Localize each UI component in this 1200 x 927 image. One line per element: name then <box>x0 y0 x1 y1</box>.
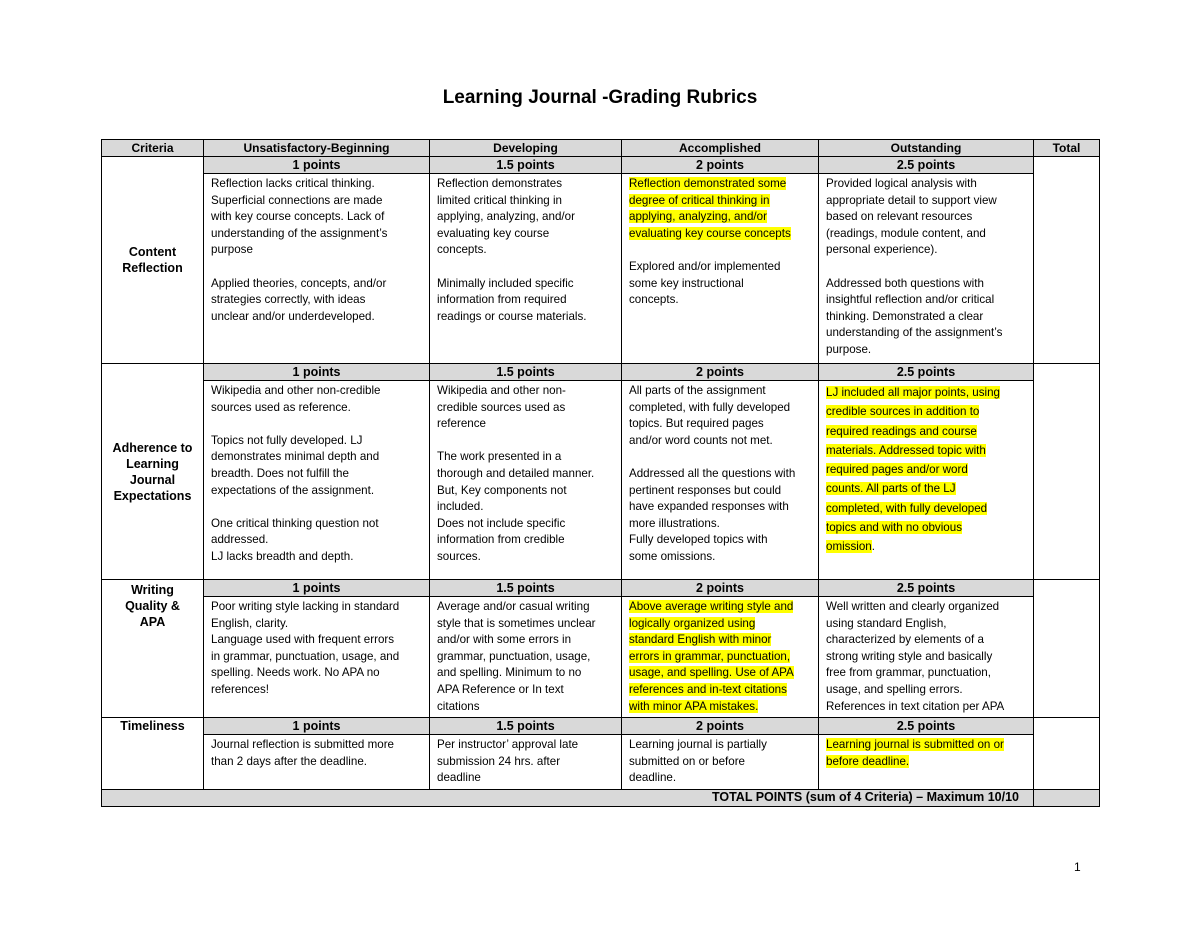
writing-quality-points-row <box>102 580 1100 597</box>
description-cell <box>819 597 1034 718</box>
description-cell <box>819 381 1034 580</box>
header-criteria: Criteria <box>102 140 204 157</box>
page-number: 1 <box>1074 860 1081 874</box>
description-text: Learning journal is partially submitted on or before deadline. <box>629 738 767 785</box>
points-label: 1 points <box>204 364 430 381</box>
points-label: 1 points <box>204 718 430 735</box>
content-reflection-points-row <box>102 157 1100 174</box>
description-cell <box>430 735 622 790</box>
description-cell <box>204 381 430 580</box>
points-label: 2.5 points <box>819 580 1034 597</box>
description-text: Wikipedia and other non- credible sources used as reference The work presented in a thorough and detailed manner. But, Key components not included. Does not include specific information from credible sources. <box>437 384 595 563</box>
content-reflection-total-cell <box>1034 157 1100 364</box>
total-points-row <box>102 789 1100 806</box>
description-cell <box>622 174 819 364</box>
description-cell <box>622 381 819 580</box>
document-title: Learning Journal -Grading Rubrics <box>442 87 758 108</box>
description-text: Journal reflection is submitted more than 2 days after the deadline. <box>211 738 395 768</box>
points-label: 1.5 points <box>430 157 622 174</box>
description-cell <box>430 381 622 580</box>
points-label: 2.5 points <box>819 364 1034 381</box>
writing-quality-description-row <box>102 597 1100 718</box>
description-text: Poor writing style lacking in standard English, clarity. Language used with frequent errors in grammar, punctuation, usage, and spelling. Needs work. No APA no references! <box>211 600 400 696</box>
points-label: 2.5 points <box>819 718 1034 735</box>
adherence-description-row <box>102 381 1100 580</box>
header-accomplished: Accomplished <box>622 140 819 157</box>
header-total: Total <box>1034 140 1100 157</box>
writing-quality-total-cell <box>1034 580 1100 718</box>
points-label: 1 points <box>204 580 430 597</box>
points-label: 2 points <box>622 364 819 381</box>
description-text: Wikipedia and other non-credible sources used as reference. Topics not fully developed. LJ demonstrates minimal depth and breadth. Does not fulfill the expectations of the assignment. One critical thinking question not addressed. LJ lacks breadth and depth. <box>211 384 381 563</box>
header-developing: Developing <box>430 140 622 157</box>
content-reflection-criteria-label: Content Reflection <box>102 157 204 364</box>
description-cell <box>430 174 622 364</box>
grading-rubric-table <box>101 139 1100 807</box>
highlighted-text: Reflection demonstrated some degree of critical thinking in applying, analyzing, and/or evaluating key course concepts <box>629 177 791 240</box>
description-text: Reflection demonstrates limited critical thinking in applying, analyzing, and/or evaluating key course concepts. Minimally included specific information from required readings or course materials. <box>437 177 587 323</box>
timeliness-total-cell <box>1034 718 1100 790</box>
timeliness-criteria-label: Timeliness <box>102 718 204 790</box>
description-cell <box>204 174 430 364</box>
description-cell <box>204 735 430 790</box>
points-label: 2 points <box>622 580 819 597</box>
highlighted-text: LJ included all major points, using credible sources in addition to required readings and course materials. Addressed topic with required pages and/or word counts. All parts of the LJ completed, with fully developed topics and with no obvious omission <box>826 386 1001 554</box>
description-cell <box>622 735 819 790</box>
total-points-label: TOTAL POINTS (sum of 4 Criteria) – Maximum 10/10 <box>102 789 1034 806</box>
description-cell <box>430 597 622 718</box>
timeliness-description-row <box>102 735 1100 790</box>
timeliness-points-row <box>102 718 1100 735</box>
points-label: 1.5 points <box>430 580 622 597</box>
points-label: 2 points <box>622 157 819 174</box>
adherence-points-row <box>102 364 1100 381</box>
points-label: 1 points <box>204 157 430 174</box>
header-unsatisfactory: Unsatisfactory-Beginning <box>204 140 430 157</box>
description-cell <box>819 174 1034 364</box>
points-label: 2 points <box>622 718 819 735</box>
points-label: 1.5 points <box>430 718 622 735</box>
header-outstanding: Outstanding <box>819 140 1034 157</box>
highlighted-text: Learning journal is submitted on or before deadline. <box>826 738 1004 768</box>
points-label: 1.5 points <box>430 364 622 381</box>
adherence-total-cell <box>1034 364 1100 580</box>
description-text: Per instructor’ approval late submission 24 hrs. after deadline <box>437 738 579 785</box>
description-text: Average and/or casual writing style that is sometimes unclear and/or with some errors in grammar, punctuation, usage, and spelling. Minimum to no APA Reference or In text citations <box>437 600 596 713</box>
description-cell <box>622 597 819 718</box>
description-text: Reflection lacks critical thinking. Superficial connections are made with key course concepts. Lack of understanding of the assignment’s purpose Applied theories, concepts, and/or strategies correctly, with ideas unclear and/or underdeveloped. <box>211 177 388 323</box>
content-reflection-description-row <box>102 174 1100 364</box>
points-label: 2.5 points <box>819 157 1034 174</box>
description-text: . <box>871 540 875 554</box>
header-row <box>102 140 1100 157</box>
description-text: Explored and/or implemented some key instructional concepts. <box>629 259 781 307</box>
writing-quality-criteria-label: Writing Quality & APA <box>102 580 204 718</box>
description-text: All parts of the assignment completed, with fully developed topics. But required pages and/or word counts not met. Addressed all the questions with pertinent responses but could have expanded responses with more illustrations. Fully developed topics with some omissions. <box>629 384 796 563</box>
highlighted-text: Above average writing style and logically organized using standard English with minor errors in grammar, punctuation, usage, and spelling. Use of APA references and in-text citations with minor APA mistakes. <box>629 600 794 713</box>
total-points-value <box>1034 789 1100 806</box>
description-text: Provided logical analysis with appropriate detail to support view based on relevant resources (readings, module content, and personal experience). Addressed both questions with insightful reflection and/or critical thinking. Demonstrated a clear understanding of the assignment’s purpose. <box>826 177 1003 356</box>
adherence-criteria-label: Adherence to Learning Journal Expectations <box>102 364 204 580</box>
description-text: Well written and clearly organized using standard English, characterized by elements of a strong writing style and basically free from grammar, punctuation, usage, and spelling errors. References in text citation per APA <box>826 600 1005 713</box>
description-cell <box>204 597 430 718</box>
description-cell <box>819 735 1034 790</box>
